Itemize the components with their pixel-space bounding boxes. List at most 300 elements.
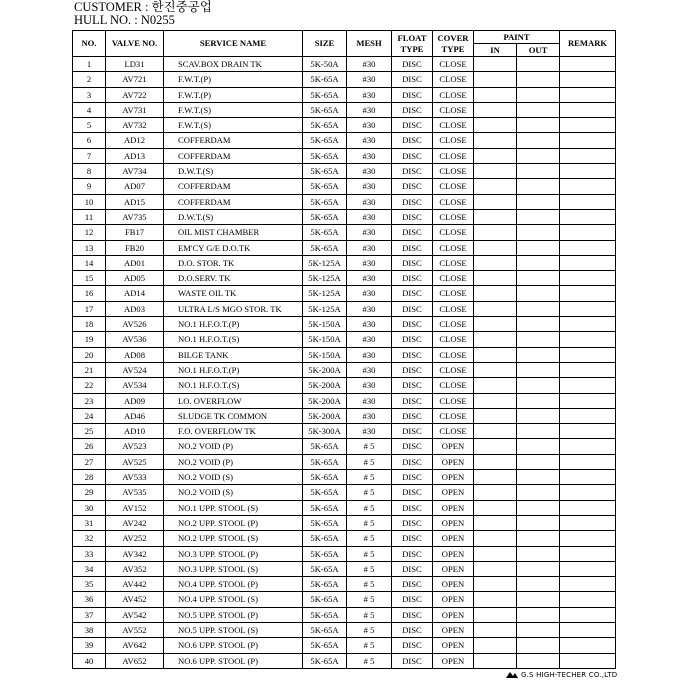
cover-type-cell: OPEN (433, 515, 474, 530)
table-row (73, 72, 616, 87)
size-cell: 5K-65A (303, 439, 347, 454)
paint-out-cell (517, 240, 560, 255)
row-no-cell: 20 (73, 347, 106, 362)
col-header-valve-no: VALVE NO. (106, 31, 164, 57)
size-cell: 5K-65A (303, 561, 347, 576)
paint-out-cell (517, 87, 560, 102)
remark-cell (560, 546, 616, 561)
valve-no-cell: AV523 (106, 439, 164, 454)
mesh-cell: #30 (347, 255, 392, 270)
hull-line (74, 13, 175, 27)
paint-out-cell (517, 118, 560, 133)
valve-no-cell: AV732 (106, 118, 164, 133)
footer-company-name: G.S HIGH-TECHER CO.,LTD (521, 671, 618, 679)
mesh-cell: #30 (347, 408, 392, 423)
paint-out-cell (517, 286, 560, 301)
cover-type-cell: CLOSE (433, 393, 474, 408)
service-name-cell: NO.2 VOID (P) (164, 454, 303, 469)
paint-in-cell (474, 87, 517, 102)
mesh-cell: #30 (347, 317, 392, 332)
row-no-cell: 4 (73, 102, 106, 117)
service-name-cell: LO. OVERFLOW (164, 393, 303, 408)
cover-type-cell: CLOSE (433, 57, 474, 72)
paint-out-cell (517, 546, 560, 561)
float-type-cell: DISC (392, 194, 433, 209)
paint-out-cell (517, 424, 560, 439)
table-row (73, 164, 616, 179)
paint-in-cell (474, 607, 517, 622)
float-type-cell: DISC (392, 317, 433, 332)
table-row (73, 515, 616, 530)
valve-no-cell: FB20 (106, 240, 164, 255)
paint-out-cell (517, 561, 560, 576)
paint-in-cell (474, 194, 517, 209)
cover-type-cell: CLOSE (433, 194, 474, 209)
float-type-cell: DISC (392, 148, 433, 163)
remark-cell (560, 118, 616, 133)
row-no-cell: 39 (73, 638, 106, 653)
col-header-size: SIZE (303, 31, 347, 57)
float-type-cell: DISC (392, 225, 433, 240)
service-name-cell: NO.2 VOID (S) (164, 485, 303, 500)
valve-no-cell: AV524 (106, 362, 164, 377)
service-name-cell: NO.2 VOID (S) (164, 470, 303, 485)
table-row (73, 500, 616, 515)
size-cell: 5K-65A (303, 515, 347, 530)
service-name-cell: F.W.T.(S) (164, 102, 303, 117)
mesh-cell: # 5 (347, 439, 392, 454)
table-row (73, 255, 616, 270)
valve-no-cell: AD05 (106, 271, 164, 286)
cover-type-cell: OPEN (433, 531, 474, 546)
row-no-cell: 37 (73, 607, 106, 622)
row-no-cell: 36 (73, 592, 106, 607)
mesh-cell: #30 (347, 286, 392, 301)
size-cell: 5K-125A (303, 286, 347, 301)
paint-out-cell (517, 439, 560, 454)
table-row (73, 332, 616, 347)
remark-cell (560, 607, 616, 622)
valve-no-cell: AD15 (106, 194, 164, 209)
table-row (73, 102, 616, 117)
remark-cell (560, 179, 616, 194)
row-no-cell: 13 (73, 240, 106, 255)
paint-out-cell (517, 194, 560, 209)
cover-type-cell: OPEN (433, 470, 474, 485)
size-cell: 5K-150A (303, 347, 347, 362)
size-cell: 5K-65A (303, 225, 347, 240)
paint-out-cell (517, 408, 560, 423)
mesh-cell: #30 (347, 240, 392, 255)
row-no-cell: 28 (73, 470, 106, 485)
remark-cell (560, 638, 616, 653)
mesh-cell: # 5 (347, 470, 392, 485)
col-header-remark: REMARK (560, 31, 616, 57)
valve-no-cell: AV352 (106, 561, 164, 576)
size-cell: 5K-65A (303, 485, 347, 500)
paint-in-cell (474, 408, 517, 423)
valve-no-cell: AD12 (106, 133, 164, 148)
size-cell: 5K-65A (303, 622, 347, 637)
cover-type-cell: CLOSE (433, 225, 474, 240)
float-type-cell: DISC (392, 255, 433, 270)
remark-cell (560, 332, 616, 347)
remark-cell (560, 57, 616, 72)
paint-in-cell (474, 378, 517, 393)
paint-in-cell (474, 439, 517, 454)
mesh-cell: #30 (347, 72, 392, 87)
valve-table (72, 30, 616, 669)
cover-type-cell: CLOSE (433, 332, 474, 347)
float-type-cell: DISC (392, 531, 433, 546)
row-no-cell: 22 (73, 378, 106, 393)
mesh-cell: #30 (347, 57, 392, 72)
cover-type-cell: CLOSE (433, 148, 474, 163)
service-name-cell: NO.4 UPP. STOOL (S) (164, 592, 303, 607)
row-no-cell: 32 (73, 531, 106, 546)
cover-type-cell: OPEN (433, 485, 474, 500)
mesh-cell: # 5 (347, 561, 392, 576)
remark-cell (560, 592, 616, 607)
col-header-paint: PAINT (474, 31, 560, 44)
paint-in-cell (474, 393, 517, 408)
size-cell: 5K-65A (303, 531, 347, 546)
mesh-cell: #30 (347, 194, 392, 209)
company-logo-icon (506, 672, 518, 679)
remark-cell (560, 454, 616, 469)
cover-type-cell: CLOSE (433, 408, 474, 423)
paint-in-cell (474, 164, 517, 179)
float-type-cell: DISC (392, 638, 433, 653)
float-type-cell: DISC (392, 622, 433, 637)
mesh-cell: # 5 (347, 622, 392, 637)
table-row (73, 592, 616, 607)
float-type-cell: DISC (392, 378, 433, 393)
row-no-cell: 1 (73, 57, 106, 72)
cover-type-cell: CLOSE (433, 179, 474, 194)
service-name-cell: D.O. STOR. TK (164, 255, 303, 270)
size-cell: 5K-65A (303, 209, 347, 224)
service-name-cell: NO.5 UPP. STOOL (S) (164, 622, 303, 637)
float-type-cell: DISC (392, 485, 433, 500)
mesh-cell: # 5 (347, 607, 392, 622)
service-name-cell: F.W.T.(P) (164, 87, 303, 102)
size-cell: 5K-150A (303, 332, 347, 347)
cover-type-cell: CLOSE (433, 378, 474, 393)
paint-in-cell (474, 255, 517, 270)
paint-out-cell (517, 148, 560, 163)
remark-cell (560, 408, 616, 423)
paint-in-cell (474, 102, 517, 117)
valve-no-cell: AD10 (106, 424, 164, 439)
valve-no-cell: AD46 (106, 408, 164, 423)
remark-cell (560, 271, 616, 286)
paint-in-cell (474, 209, 517, 224)
size-cell: 5K-50A (303, 57, 347, 72)
paint-in-cell (474, 179, 517, 194)
float-type-cell: DISC (392, 515, 433, 530)
mesh-cell: #30 (347, 148, 392, 163)
cover-type-cell: OPEN (433, 500, 474, 515)
table-row (73, 301, 616, 316)
paint-out-cell (517, 485, 560, 500)
size-cell: 5K-65A (303, 607, 347, 622)
row-no-cell: 23 (73, 393, 106, 408)
valve-no-cell: AV722 (106, 87, 164, 102)
valve-no-cell: AV342 (106, 546, 164, 561)
table-row (73, 439, 616, 454)
remark-cell (560, 393, 616, 408)
col-header-paint-out: OUT (517, 44, 560, 57)
paint-out-cell (517, 653, 560, 668)
cover-type-cell: CLOSE (433, 424, 474, 439)
paint-out-cell (517, 622, 560, 637)
valve-no-cell: AV534 (106, 378, 164, 393)
size-cell: 5K-300A (303, 424, 347, 439)
cover-type-cell: CLOSE (433, 209, 474, 224)
size-cell: 5K-125A (303, 271, 347, 286)
valve-no-cell: AV242 (106, 515, 164, 530)
paint-in-cell (474, 531, 517, 546)
table-row (73, 393, 616, 408)
float-type-cell: DISC (392, 362, 433, 377)
remark-cell (560, 378, 616, 393)
row-no-cell: 12 (73, 225, 106, 240)
row-no-cell: 35 (73, 577, 106, 592)
row-no-cell: 14 (73, 255, 106, 270)
paint-out-cell (517, 102, 560, 117)
cover-type-cell: CLOSE (433, 240, 474, 255)
float-type-cell: DISC (392, 102, 433, 117)
mesh-cell: #30 (347, 164, 392, 179)
table-row (73, 408, 616, 423)
row-no-cell: 17 (73, 301, 106, 316)
cover-type-cell: OPEN (433, 638, 474, 653)
paint-in-cell (474, 240, 517, 255)
remark-cell (560, 347, 616, 362)
paint-out-cell (517, 164, 560, 179)
paint-out-cell (517, 179, 560, 194)
paint-in-cell (474, 301, 517, 316)
cover-type-cell: CLOSE (433, 286, 474, 301)
table-row (73, 209, 616, 224)
service-name-cell: NO.6 UPP. STOOL (P) (164, 653, 303, 668)
row-no-cell: 3 (73, 87, 106, 102)
mesh-cell: # 5 (347, 592, 392, 607)
mesh-cell: #30 (347, 424, 392, 439)
float-type-cell: DISC (392, 209, 433, 224)
valve-no-cell: AV533 (106, 470, 164, 485)
service-name-cell: NO.1 H.F.O.T.(S) (164, 332, 303, 347)
paint-in-cell (474, 424, 517, 439)
service-name-cell: WASTE OIL TK (164, 286, 303, 301)
row-no-cell: 40 (73, 653, 106, 668)
valve-no-cell: AV535 (106, 485, 164, 500)
remark-cell (560, 317, 616, 332)
row-no-cell: 7 (73, 148, 106, 163)
float-type-cell: DISC (392, 408, 433, 423)
row-no-cell: 27 (73, 454, 106, 469)
float-type-cell: DISC (392, 439, 433, 454)
size-cell: 5K-150A (303, 317, 347, 332)
service-name-cell: D.W.T.(S) (164, 209, 303, 224)
col-header-no: NO. (73, 31, 106, 57)
row-no-cell: 6 (73, 133, 106, 148)
paint-out-cell (517, 301, 560, 316)
mesh-cell: # 5 (347, 485, 392, 500)
cover-type-cell: OPEN (433, 546, 474, 561)
service-name-cell: D.O.SERV. TK (164, 271, 303, 286)
size-cell: 5K-200A (303, 362, 347, 377)
paint-in-cell (474, 577, 517, 592)
footer-company (506, 671, 617, 679)
remark-cell (560, 148, 616, 163)
valve-no-cell: AV452 (106, 592, 164, 607)
row-no-cell: 10 (73, 194, 106, 209)
valve-no-cell: AD14 (106, 286, 164, 301)
mesh-cell: #30 (347, 347, 392, 362)
valve-no-cell: AV642 (106, 638, 164, 653)
paint-in-cell (474, 362, 517, 377)
customer-label: CUSTOMER : (74, 0, 152, 14)
row-no-cell: 31 (73, 515, 106, 530)
service-name-cell: NO.5 UPP. STOOL (P) (164, 607, 303, 622)
row-no-cell: 16 (73, 286, 106, 301)
table-row (73, 271, 616, 286)
valve-no-cell: AV652 (106, 653, 164, 668)
table-row (73, 118, 616, 133)
paint-out-cell (517, 531, 560, 546)
table-row (73, 607, 616, 622)
hull-label: HULL NO. : (74, 13, 141, 27)
paint-in-cell (474, 485, 517, 500)
valve-no-cell: AV525 (106, 454, 164, 469)
row-no-cell: 19 (73, 332, 106, 347)
table-row (73, 347, 616, 362)
row-no-cell: 34 (73, 561, 106, 576)
valve-no-cell: AD03 (106, 301, 164, 316)
service-name-cell: COFFERDAM (164, 148, 303, 163)
cover-type-cell: CLOSE (433, 362, 474, 377)
paint-out-cell (517, 592, 560, 607)
remark-cell (560, 102, 616, 117)
paint-in-cell (474, 546, 517, 561)
valve-no-cell: AV526 (106, 317, 164, 332)
remark-cell (560, 133, 616, 148)
service-name-cell: NO.6 UPP. STOOL (P) (164, 638, 303, 653)
service-name-cell: NO.1 H.F.O.T.(P) (164, 362, 303, 377)
float-type-cell: DISC (392, 301, 433, 316)
cover-type-cell: OPEN (433, 592, 474, 607)
size-cell: 5K-65A (303, 102, 347, 117)
col-header-cover-type: COVER TYPE (433, 31, 474, 57)
remark-cell (560, 362, 616, 377)
cover-type-cell: CLOSE (433, 164, 474, 179)
row-no-cell: 11 (73, 209, 106, 224)
paint-out-cell (517, 271, 560, 286)
valve-no-cell: AV735 (106, 209, 164, 224)
paint-in-cell (474, 271, 517, 286)
paint-out-cell (517, 393, 560, 408)
size-cell: 5K-65A (303, 194, 347, 209)
mesh-cell: # 5 (347, 546, 392, 561)
remark-cell (560, 515, 616, 530)
cover-type-cell: OPEN (433, 622, 474, 637)
mesh-cell: # 5 (347, 454, 392, 469)
float-type-cell: DISC (392, 561, 433, 576)
remark-cell (560, 500, 616, 515)
mesh-cell: #30 (347, 271, 392, 286)
service-name-cell: F.O. OVERFLOW TK (164, 424, 303, 439)
mesh-cell: # 5 (347, 500, 392, 515)
service-name-cell: NO.2 UPP. STOOL (P) (164, 515, 303, 530)
size-cell: 5K-65A (303, 638, 347, 653)
remark-cell (560, 240, 616, 255)
service-name-cell: NO.4 UPP. STOOL (P) (164, 577, 303, 592)
cover-type-cell: OPEN (433, 607, 474, 622)
table-row (73, 546, 616, 561)
customer-line (74, 0, 212, 14)
size-cell: 5K-65A (303, 179, 347, 194)
float-type-cell: DISC (392, 332, 433, 347)
valve-no-cell: AV252 (106, 531, 164, 546)
valve-no-cell: LD31 (106, 57, 164, 72)
remark-cell (560, 531, 616, 546)
row-no-cell: 26 (73, 439, 106, 454)
mesh-cell: #30 (347, 118, 392, 133)
service-name-cell: F.W.T.(P) (164, 72, 303, 87)
remark-cell (560, 653, 616, 668)
valve-no-cell: AD08 (106, 347, 164, 362)
float-type-cell: DISC (392, 286, 433, 301)
size-cell: 5K-65A (303, 148, 347, 163)
row-no-cell: 21 (73, 362, 106, 377)
col-header-paint-in: IN (474, 44, 517, 57)
float-type-cell: DISC (392, 546, 433, 561)
mesh-cell: # 5 (347, 531, 392, 546)
remark-cell (560, 87, 616, 102)
valve-no-cell: AV731 (106, 102, 164, 117)
service-name-cell: COFFERDAM (164, 194, 303, 209)
float-type-cell: DISC (392, 240, 433, 255)
remark-cell (560, 561, 616, 576)
paint-out-cell (517, 133, 560, 148)
paint-in-cell (474, 347, 517, 362)
service-name-cell: COFFERDAM (164, 179, 303, 194)
table-row (73, 240, 616, 255)
paint-out-cell (517, 317, 560, 332)
float-type-cell: DISC (392, 577, 433, 592)
size-cell: 5K-65A (303, 133, 347, 148)
paint-in-cell (474, 225, 517, 240)
paint-in-cell (474, 118, 517, 133)
size-cell: 5K-65A (303, 592, 347, 607)
cover-type-cell: CLOSE (433, 255, 474, 270)
paint-out-cell (517, 378, 560, 393)
col-header-service-name: SERVICE NAME (164, 31, 303, 57)
row-no-cell: 9 (73, 179, 106, 194)
mesh-cell: # 5 (347, 515, 392, 530)
cover-type-cell: OPEN (433, 577, 474, 592)
paint-out-cell (517, 470, 560, 485)
table-row (73, 561, 616, 576)
row-no-cell: 15 (73, 271, 106, 286)
row-no-cell: 18 (73, 317, 106, 332)
table-row (73, 317, 616, 332)
service-name-cell: NO.2 UPP. STOOL (S) (164, 531, 303, 546)
float-type-cell: DISC (392, 271, 433, 286)
valve-no-cell: FB17 (106, 225, 164, 240)
